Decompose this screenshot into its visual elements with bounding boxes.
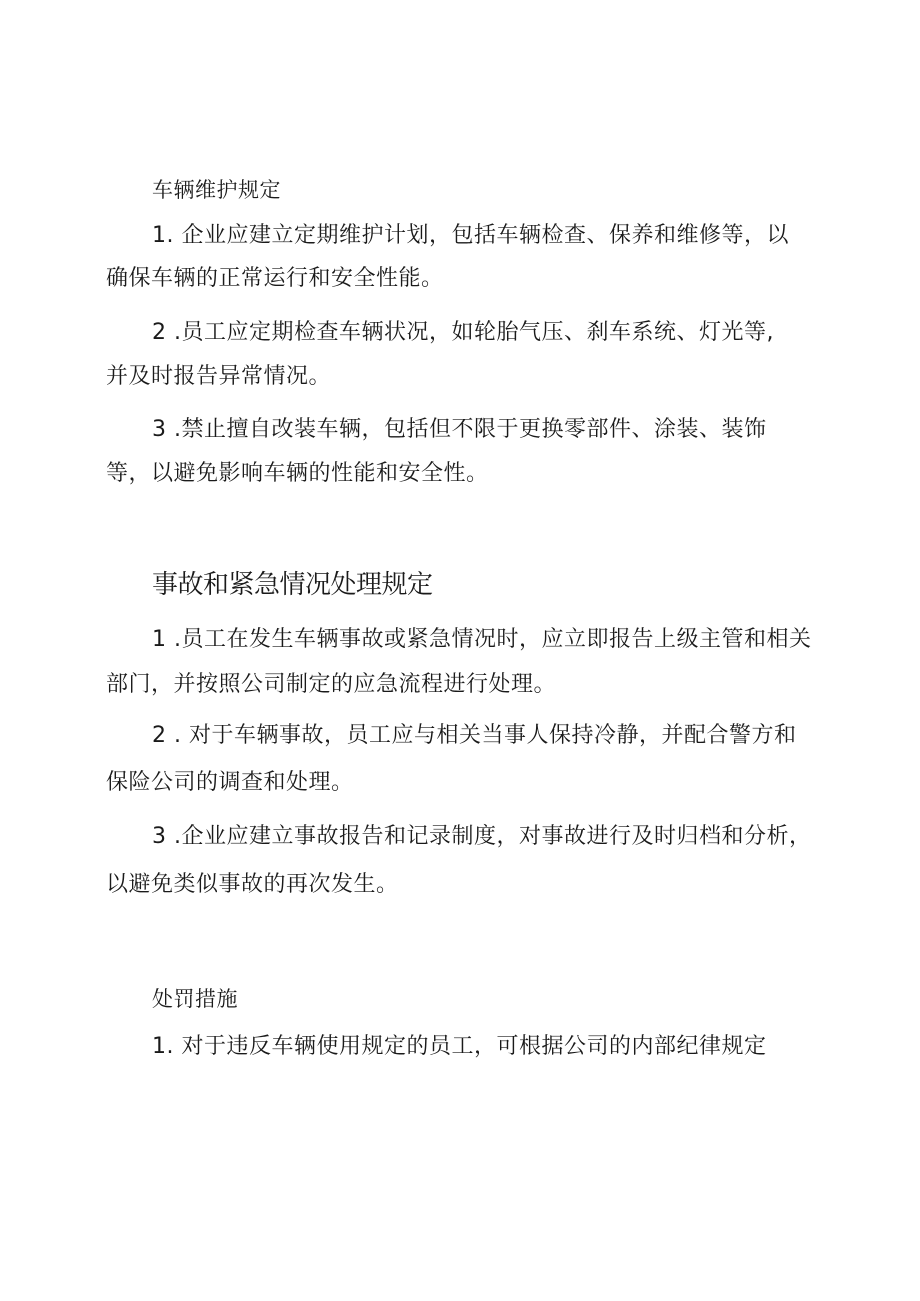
section-title-vehicle-maintenance: 车辆维护规定 — [152, 178, 281, 202]
paragraph-line: 1. 企业应建立定期维护计划，包括车辆检查、保养和维修等，以 — [152, 223, 789, 248]
paragraph-line: 1. 对于违反车辆使用规定的员工，可根据公司的内部纪律规定 — [152, 1034, 767, 1059]
paragraph-line: 以避免类似事故的再次发生。 — [106, 872, 399, 897]
paragraph-line: 3 .企业应建立事故报告和记录制度，对事故进行及时归档和分析， — [152, 824, 812, 849]
paragraph-line: 等，以避免影响车辆的性能和安全性。 — [106, 461, 489, 486]
paragraph-line: 2 .员工应定期检查车辆状况，如轮胎气压、刹车系统、灯光等, — [152, 320, 774, 345]
paragraph-line: 并及时报告异常情况。 — [106, 364, 332, 389]
paragraph-line: 确保车辆的正常运行和安全性能。 — [106, 266, 444, 291]
paragraph-line: 3 .禁止擅自改装车辆，包括但不限于更换零部件、涂装、装饰 — [152, 417, 767, 442]
section-title-accident-emergency: 事故和紧急情况处理规定 — [152, 570, 433, 600]
paragraph-line: 保险公司的调查和处理。 — [106, 770, 354, 795]
section-title-penalties: 处罚措施 — [152, 987, 238, 1011]
paragraph-line: 部门，并按照公司制定的应急流程进行处理。 — [106, 672, 557, 697]
paragraph-line: 1 .员工在发生车辆事故或紧急情况时，应立即报告上级主管和相关 — [152, 627, 812, 652]
paragraph-line: 2 . 对于车辆事故，员工应与相关当事人保持冷静，并配合警方和 — [152, 723, 797, 748]
